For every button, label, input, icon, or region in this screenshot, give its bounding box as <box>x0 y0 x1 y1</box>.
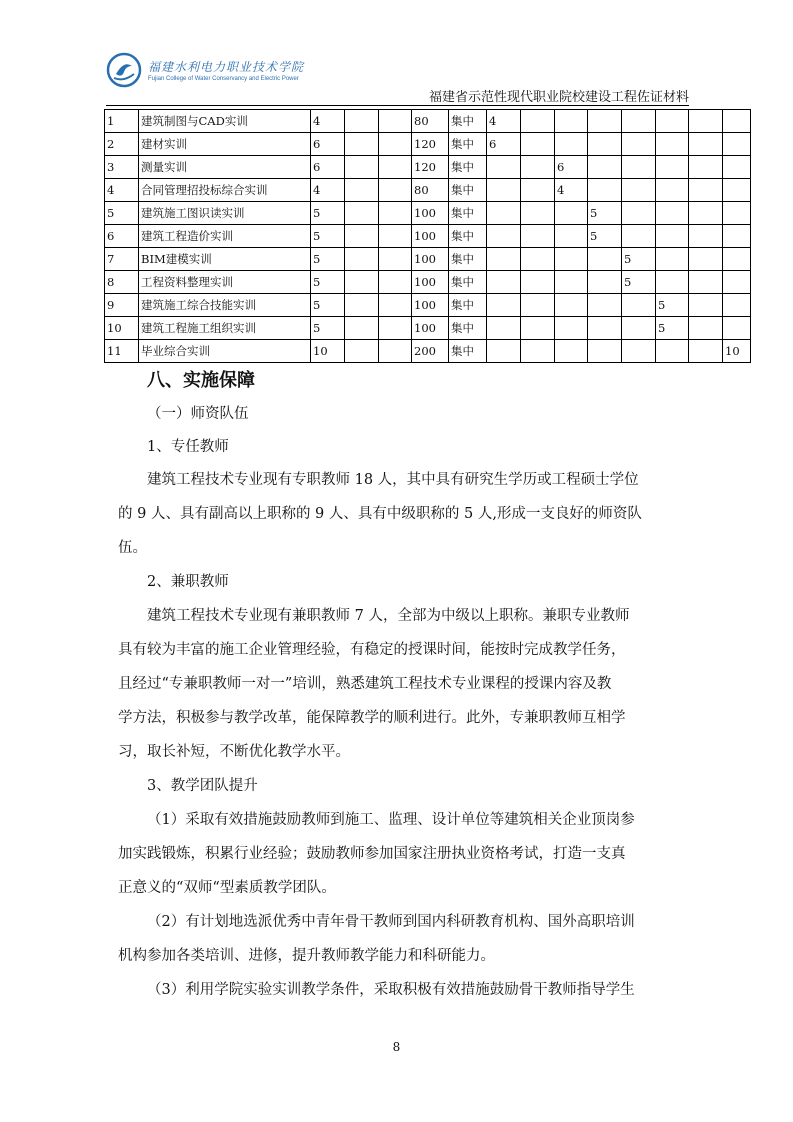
table-cell: 6 <box>555 156 588 179</box>
practical-training-table <box>104 109 751 363</box>
table-row <box>105 202 751 225</box>
table-cell <box>656 156 689 179</box>
table-cell <box>622 202 656 225</box>
table-cell: 集中 <box>449 179 487 202</box>
table-cell: 集中 <box>449 156 487 179</box>
table-cell: 8 <box>105 271 139 294</box>
table-cell: 100 <box>412 248 449 271</box>
table-cell <box>622 317 656 340</box>
table-cell: 集中 <box>449 271 487 294</box>
table-cell <box>521 225 555 248</box>
table-cell <box>588 248 622 271</box>
table-cell <box>345 110 379 133</box>
table-cell: 5 <box>311 294 345 317</box>
table-row <box>105 340 751 363</box>
table-cell <box>622 110 656 133</box>
table-cell <box>656 271 689 294</box>
table-cell: 6 <box>311 133 345 156</box>
table-cell <box>689 202 723 225</box>
header-divider <box>106 105 689 106</box>
table-cell <box>723 317 751 340</box>
table-cell <box>555 340 588 363</box>
table-cell <box>555 202 588 225</box>
table-cell <box>723 248 751 271</box>
table-cell <box>345 179 379 202</box>
table-cell: 5 <box>588 202 622 225</box>
table-cell: 4 <box>555 179 588 202</box>
table-cell: 3 <box>105 156 139 179</box>
table-cell: 5 <box>588 225 622 248</box>
table-cell: 200 <box>412 340 449 363</box>
table-cell <box>723 202 751 225</box>
table-cell <box>656 179 689 202</box>
table-cell <box>521 294 555 317</box>
table-cell <box>588 133 622 156</box>
paragraph-line: （2）有计划地选派优秀中青年骨干教师到国内科研教育机构、国外高职培训 <box>147 914 635 930</box>
table-cell <box>487 225 521 248</box>
item-part-time-title: 2、兼职教师 <box>147 574 229 590</box>
table-cell: 集中 <box>449 202 487 225</box>
table-row <box>105 110 751 133</box>
table-cell: 6 <box>487 133 521 156</box>
table-cell: 集中 <box>449 340 487 363</box>
table-cell: 80 <box>412 110 449 133</box>
table-cell <box>345 248 379 271</box>
table-row <box>105 179 751 202</box>
paragraph-line: 加实践锻炼，积累行业经验；鼓励教师参加国家注册执业资格考试，打造一支真 <box>118 846 626 862</box>
table-cell <box>379 133 412 156</box>
table-cell: 测量实训 <box>139 156 311 179</box>
table-cell: 100 <box>412 225 449 248</box>
table-cell: 4 <box>311 110 345 133</box>
table-cell: 4 <box>487 110 521 133</box>
section-heading: 八、实施保障 <box>147 370 255 391</box>
table-cell <box>487 294 521 317</box>
table-cell <box>622 156 656 179</box>
table-row <box>105 225 751 248</box>
table-cell <box>656 248 689 271</box>
table-cell: 100 <box>412 271 449 294</box>
table-cell <box>689 156 723 179</box>
table-cell: 100 <box>412 317 449 340</box>
table-cell <box>588 156 622 179</box>
table-cell <box>622 179 656 202</box>
table-cell <box>555 225 588 248</box>
table-cell: 建材实训 <box>139 133 311 156</box>
table-cell <box>689 317 723 340</box>
table-cell: 毕业综合实训 <box>139 340 311 363</box>
table-cell <box>622 225 656 248</box>
table-cell <box>656 133 689 156</box>
table-cell: 集中 <box>449 248 487 271</box>
table-cell: 集中 <box>449 294 487 317</box>
table-cell: 80 <box>412 179 449 202</box>
paragraph-line: 正意义的“双师“型素质教学团队。 <box>118 880 336 896</box>
table-cell <box>379 202 412 225</box>
logo-chinese-name: 福建水利电力职业技术学院 <box>148 60 305 74</box>
item-team-title: 3、教学团队提升 <box>147 778 258 794</box>
table-cell <box>555 248 588 271</box>
table-cell <box>487 179 521 202</box>
table-cell <box>521 271 555 294</box>
table-cell: 5 <box>311 225 345 248</box>
table-cell <box>588 340 622 363</box>
table-cell <box>588 110 622 133</box>
table-cell: 100 <box>412 202 449 225</box>
table-row <box>105 248 751 271</box>
table-cell <box>487 156 521 179</box>
table-cell <box>521 202 555 225</box>
table-cell <box>555 271 588 294</box>
paragraph-line: （3）利用学院实验实训教学条件，采取积极有效措施鼓励骨干教师指导学生 <box>147 982 635 998</box>
table-cell: 2 <box>105 133 139 156</box>
table-cell <box>656 225 689 248</box>
table-cell <box>345 133 379 156</box>
table-cell: 集中 <box>449 225 487 248</box>
paragraph-line: 伍。 <box>118 540 147 556</box>
college-logo-icon <box>106 52 142 88</box>
table-cell: 建筑工程施工组织实训 <box>139 317 311 340</box>
paragraph-line: 的 9 人、具有副高以上职称的 9 人、具有中级职称的 5 人,形成一支良好的师资队 <box>118 506 642 522</box>
table-cell: 5 <box>656 294 689 317</box>
table-cell <box>487 248 521 271</box>
table-cell <box>588 271 622 294</box>
item-full-time-title: 1、专任教师 <box>147 439 229 455</box>
table-cell: 5 <box>656 317 689 340</box>
table-cell <box>379 271 412 294</box>
table-cell <box>521 340 555 363</box>
paragraph-line: 机构参加各类培训、进修，提升教师教学能力和科研能力。 <box>118 948 495 964</box>
table-cell <box>723 271 751 294</box>
table-cell: 6 <box>105 225 139 248</box>
table-cell: 集中 <box>449 110 487 133</box>
table-cell <box>656 340 689 363</box>
table-cell: 5 <box>311 271 345 294</box>
table-cell <box>379 179 412 202</box>
table-cell <box>723 294 751 317</box>
paragraph-line: 学方法，积极参与教学改革，能保障教学的顺利进行。此外，专兼职教师互相学 <box>118 710 626 726</box>
table-cell: 5 <box>311 248 345 271</box>
page-header <box>106 48 689 108</box>
table-cell <box>345 225 379 248</box>
table-cell <box>723 133 751 156</box>
table-cell <box>555 133 588 156</box>
table-cell: 120 <box>412 133 449 156</box>
table-cell <box>379 294 412 317</box>
table-cell <box>521 133 555 156</box>
table-cell <box>345 202 379 225</box>
table-cell <box>379 340 412 363</box>
logo-english-name: Fujian College of Water Conservancy and Electric Power <box>148 76 299 82</box>
table-cell <box>622 340 656 363</box>
table-cell <box>723 156 751 179</box>
table-cell: 11 <box>105 340 139 363</box>
table-cell <box>521 248 555 271</box>
table-cell <box>379 317 412 340</box>
table-cell <box>622 133 656 156</box>
table-cell <box>379 248 412 271</box>
table-cell: 集中 <box>449 133 487 156</box>
table-cell <box>588 294 622 317</box>
table-cell <box>487 202 521 225</box>
table-cell <box>379 110 412 133</box>
table-cell <box>555 110 588 133</box>
table-cell: 建筑工程造价实训 <box>139 225 311 248</box>
table-cell: 工程资料整理实训 <box>139 271 311 294</box>
table-cell: 100 <box>412 294 449 317</box>
table-row <box>105 294 751 317</box>
table-cell <box>379 156 412 179</box>
subsection-faculty: （一）师资队伍 <box>147 406 249 422</box>
table-cell: 4 <box>311 179 345 202</box>
table-cell <box>345 340 379 363</box>
table-cell <box>723 110 751 133</box>
table-cell <box>656 110 689 133</box>
table-cell <box>487 340 521 363</box>
table-cell: 4 <box>105 179 139 202</box>
table-cell: BIM建模实训 <box>139 248 311 271</box>
table-cell <box>723 225 751 248</box>
paragraph-line: 具有较为丰富的施工企业管理经验，有稳定的授课时间，能按时完成教学任务， <box>118 642 626 658</box>
paragraph-line: 习，取长补短，不断优化教学水平。 <box>118 744 350 760</box>
page-number: 8 <box>392 1040 401 1054</box>
table-row <box>105 133 751 156</box>
table-cell <box>487 271 521 294</box>
table-cell <box>689 133 723 156</box>
table-row <box>105 317 751 340</box>
table-cell <box>656 202 689 225</box>
table-cell <box>521 179 555 202</box>
table-cell <box>521 156 555 179</box>
table-cell <box>345 156 379 179</box>
paragraph-line: 建筑工程技术专业现有专职教师 18 人，其中具有研究生学历或工程硕士学位 <box>147 472 639 488</box>
table-cell <box>689 248 723 271</box>
paragraph-line: 建筑工程技术专业现有兼职教师 7 人，全部为中级以上职称。兼职专业教师 <box>147 608 630 624</box>
table-cell <box>521 317 555 340</box>
table-cell <box>555 317 588 340</box>
table-cell: 10 <box>311 340 345 363</box>
table-cell: 集中 <box>449 317 487 340</box>
table-cell <box>689 340 723 363</box>
paragraph-line: 且经过“专兼职教师一对一”培训，熟悉建筑工程技术专业课程的授课内容及教 <box>118 676 612 692</box>
table-cell: 10 <box>723 340 751 363</box>
table-cell <box>555 294 588 317</box>
table-cell: 5 <box>622 271 656 294</box>
table-cell <box>588 317 622 340</box>
table-row <box>105 156 751 179</box>
table-cell: 5 <box>622 248 656 271</box>
table-cell <box>521 110 555 133</box>
table-cell <box>345 271 379 294</box>
table-cell <box>379 225 412 248</box>
table-cell: 建筑制图与CAD实训 <box>139 110 311 133</box>
table-cell: 120 <box>412 156 449 179</box>
table-cell <box>689 225 723 248</box>
table-cell: 5 <box>311 202 345 225</box>
table-cell: 建筑施工综合技能实训 <box>139 294 311 317</box>
table-cell: 1 <box>105 110 139 133</box>
table-cell: 9 <box>105 294 139 317</box>
table-cell: 6 <box>311 156 345 179</box>
table-cell <box>345 294 379 317</box>
table-cell <box>622 294 656 317</box>
table-cell <box>345 317 379 340</box>
table-cell <box>689 110 723 133</box>
college-logo <box>106 52 304 88</box>
table-cell <box>723 179 751 202</box>
table-cell: 7 <box>105 248 139 271</box>
table-cell: 建筑施工图识读实训 <box>139 202 311 225</box>
table-cell: 5 <box>105 202 139 225</box>
table-cell <box>689 271 723 294</box>
table-cell: 合同管理招投标综合实训 <box>139 179 311 202</box>
table-row <box>105 271 751 294</box>
table-cell <box>689 179 723 202</box>
paragraph-line: （1）采取有效措施鼓励教师到施工、监理、设计单位等建筑相关企业顶岗参 <box>147 812 635 828</box>
table-cell: 5 <box>311 317 345 340</box>
table-cell <box>487 317 521 340</box>
table-cell <box>588 179 622 202</box>
table-cell: 10 <box>105 317 139 340</box>
table-cell <box>689 294 723 317</box>
header-title: 福建省示范性现代职业院校建设工程佐证材料 <box>428 90 689 105</box>
